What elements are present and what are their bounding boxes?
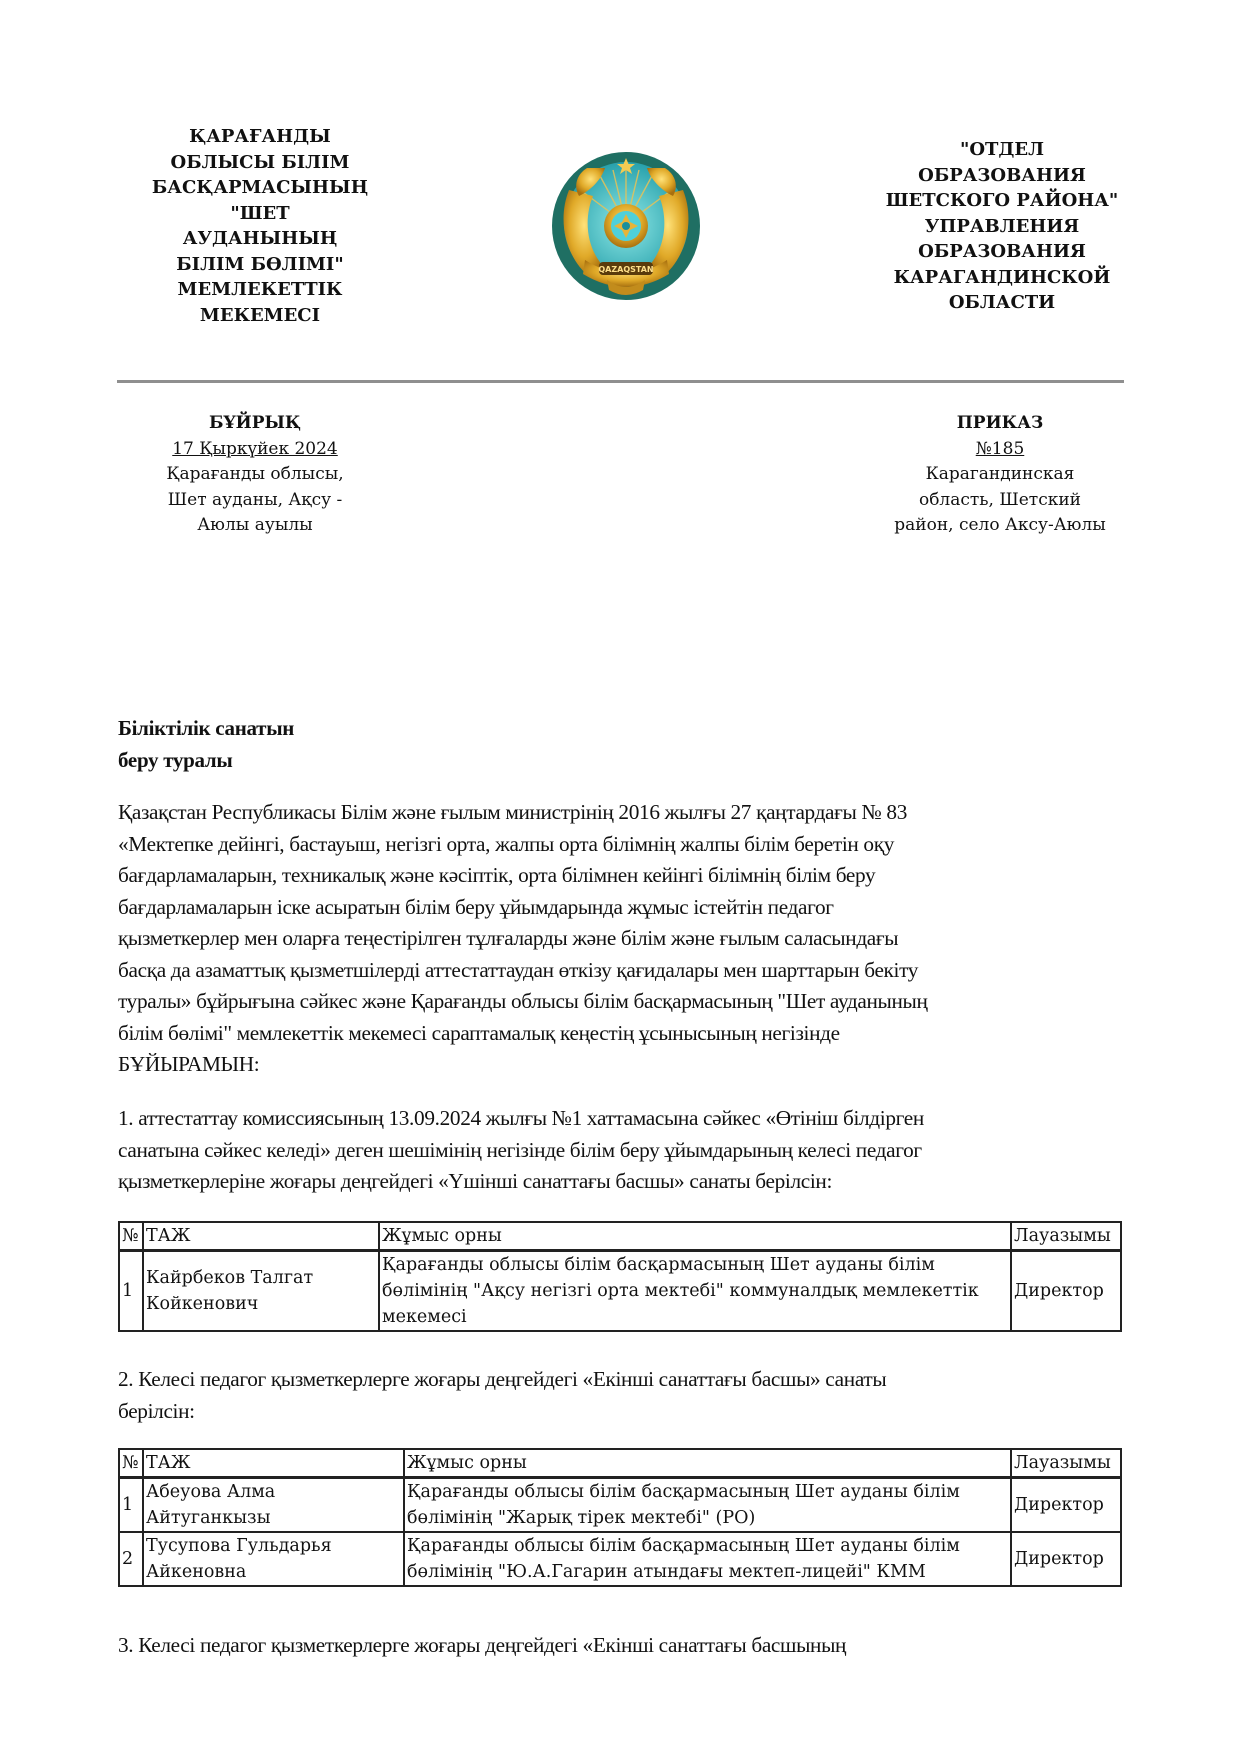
paragraph-line: 2. Келесі педагог қызметкерлерге жоғары деңгейдегі «Екінші санаттағы басшы» санаты — [118, 1367, 887, 1391]
order-place-line: район, село Аксу-Аюлы — [894, 515, 1106, 535]
cell-position: Директор — [1011, 1478, 1121, 1533]
paragraph-line: басқа да азаматтық қызметшілерді аттестаттаудан өткізу қағидалары мен шарттарын бекіту — [118, 957, 919, 982]
document-title-line: беру туралы — [118, 748, 233, 772]
column-header-position: Лауазымы — [1011, 1222, 1121, 1251]
column-header-workplace: Жұмыс орны — [379, 1222, 1011, 1251]
cell-number: 1 — [119, 1478, 143, 1533]
paragraph-line: туралы» бұйрығына сәйкес және Қарағанды облысы білім басқармасының "Шет ауданының — [118, 989, 928, 1013]
paragraph-line: білім бөлімі" мемлекеттік мекемесі сараптамалық кеңестің ұсынысының негізінде — [118, 1020, 840, 1045]
column-header-workplace: Жұмыс орны — [404, 1449, 1011, 1478]
column-header-name: ТАЖ — [143, 1449, 404, 1478]
org-name-line: ОБЛЫСЫ БІЛІМ — [170, 151, 350, 173]
paragraph-line: берілсін: — [118, 1398, 195, 1423]
cell-position: Директор — [1011, 1251, 1121, 1332]
paragraph-line: бағдарламаларын, техникалық және кәсіптік, орта білімнен кейінгі білімнің білім беру — [118, 863, 876, 887]
paragraph-line: БҰЙЫРАМЫН: — [118, 1052, 260, 1076]
org-name-line: БАСҚАРМАСЫНЫҢ — [151, 177, 369, 198]
intro-paragraph — [118, 797, 1128, 1081]
order-header-kazakh — [140, 411, 370, 539]
cell-position: Директор — [1011, 1532, 1121, 1586]
org-name-line: "ШЕТ — [230, 202, 290, 224]
org-name-line: ОБРАЗОВАНИЯ — [918, 241, 1086, 262]
table-header-row — [119, 1222, 1121, 1251]
table-second-category — [118, 1448, 1122, 1587]
header-divider — [117, 380, 1124, 383]
table-row — [119, 1478, 1121, 1533]
org-name-line: УПРАВЛЕНИЯ — [924, 215, 1080, 237]
org-name-russian — [862, 137, 1142, 316]
org-name-line: "ОТДЕЛ — [959, 139, 1045, 160]
order-title-ru: ПРИКАЗ — [956, 413, 1044, 433]
cell-name: Кайрбеков Талгат Койкенович — [143, 1251, 379, 1332]
org-name-line: АУДАНЫНЫҢ — [182, 228, 338, 249]
item-1-paragraph — [118, 1103, 1128, 1198]
order-number: №185 — [975, 438, 1025, 459]
svg-text:QAZAQSTAN: QAZAQSTAN — [598, 265, 654, 274]
org-name-line: ШЕТСКОГО РАЙОНА" — [885, 190, 1119, 211]
order-place-line: область, Шетский — [918, 489, 1082, 510]
paragraph-line: 1. аттестаттау комиссиясының 13.09.2024 жылғы №1 хаттамасына сәйкес «Өтініш білдірген — [118, 1106, 924, 1130]
cell-number: 1 — [119, 1251, 143, 1332]
org-name-line: ОБЛАСТИ — [948, 292, 1056, 313]
document-title — [118, 712, 294, 776]
document-title-line: Біліктілік санатын — [118, 716, 295, 740]
order-place-line: Қарағанды облысы, — [166, 464, 344, 484]
order-place-line: Карагандинская — [925, 464, 1075, 484]
org-name-line: ҚАРАҒАНДЫ — [189, 126, 331, 147]
state-emblem-icon — [547, 150, 705, 302]
org-name-line: МЕКЕМЕСІ — [199, 304, 321, 326]
table-header-row — [119, 1449, 1121, 1478]
cell-number: 2 — [119, 1532, 143, 1586]
org-name-line: БІЛІМ БӨЛІМІ" — [176, 253, 344, 275]
cell-workplace: Қарағанды облысы білім басқармасының Шет ауданы білім бөлімінің "Ақсу негізгі орта мектебі" коммуналдық мемлекеттік мекемесі — [379, 1251, 1011, 1332]
column-header-number: № — [119, 1449, 143, 1478]
org-name-line: КАРАГАНДИНСКОЙ — [893, 266, 1111, 288]
org-name-line: ОБРАЗОВАНИЯ — [918, 164, 1086, 186]
order-header-russian — [880, 411, 1120, 539]
paragraph-line: бағдарламаларын іске асыратын білім беру ұйымдарында жұмыс істейтін педагог — [118, 894, 834, 919]
paragraph-line: Қазақстан Республикасы Білім және ғылым министрінің 2016 жылғы 27 қаңтардағы № 83 — [118, 800, 908, 824]
paragraph-line: 3. Келесі педагог қызметкерлерге жоғары деңгейдегі «Екінші санаттағы басшының — [118, 1633, 847, 1657]
table-row — [119, 1532, 1121, 1586]
org-name-kazakh — [130, 124, 390, 328]
cell-name: Абеуова Алма Айтуганкызы — [143, 1478, 404, 1533]
column-header-name: ТАЖ — [143, 1222, 379, 1251]
org-name-line: МЕМЛЕКЕТТІК — [177, 279, 343, 300]
cell-workplace: Қарағанды облысы білім басқармасының Шет ауданы білім бөлімінің "Ю.А.Гагарин атындағы мектеп-лицейі" КММ — [404, 1532, 1011, 1586]
item-3-paragraph — [118, 1630, 1128, 1662]
table-row — [119, 1251, 1121, 1332]
order-place-line: Аюлы ауылы — [197, 515, 313, 535]
column-header-position: Лауазымы — [1011, 1449, 1121, 1478]
order-place-line: Шет ауданы, Ақсу - — [167, 489, 343, 510]
table-third-category — [118, 1221, 1122, 1332]
column-header-number: № — [119, 1222, 143, 1251]
order-title-kz: БҰЙРЫҚ — [208, 413, 302, 433]
cell-workplace: Қарағанды облысы білім басқармасының Шет ауданы білім бөлімінің "Жарық тірек мектебі" (РО) — [404, 1478, 1011, 1533]
paragraph-line: қызметкерлеріне жоғары деңгейдегі «Үшінші санаттағы басшы» санаты берілсін: — [118, 1169, 833, 1193]
cell-name: Тусупова Гульдарья Айкеновна — [143, 1532, 404, 1586]
paragraph-line: қызметкерлер мен оларға теңестірілген тұлғаларды және білім және ғылым саласындағы — [118, 926, 899, 950]
item-2-paragraph — [118, 1364, 1128, 1427]
paragraph-line: санатына сәйкес келеді» деген шешімінің негізінде білім беру ұйымдарының келесі педагог — [118, 1137, 922, 1162]
order-date: 17 Қыркүйек 2024 — [172, 438, 338, 459]
paragraph-line: «Мектепке дейінгі, бастауыш, негізгі орта, жалпы орта білімнің жалпы білім беретін оқу — [118, 831, 895, 856]
